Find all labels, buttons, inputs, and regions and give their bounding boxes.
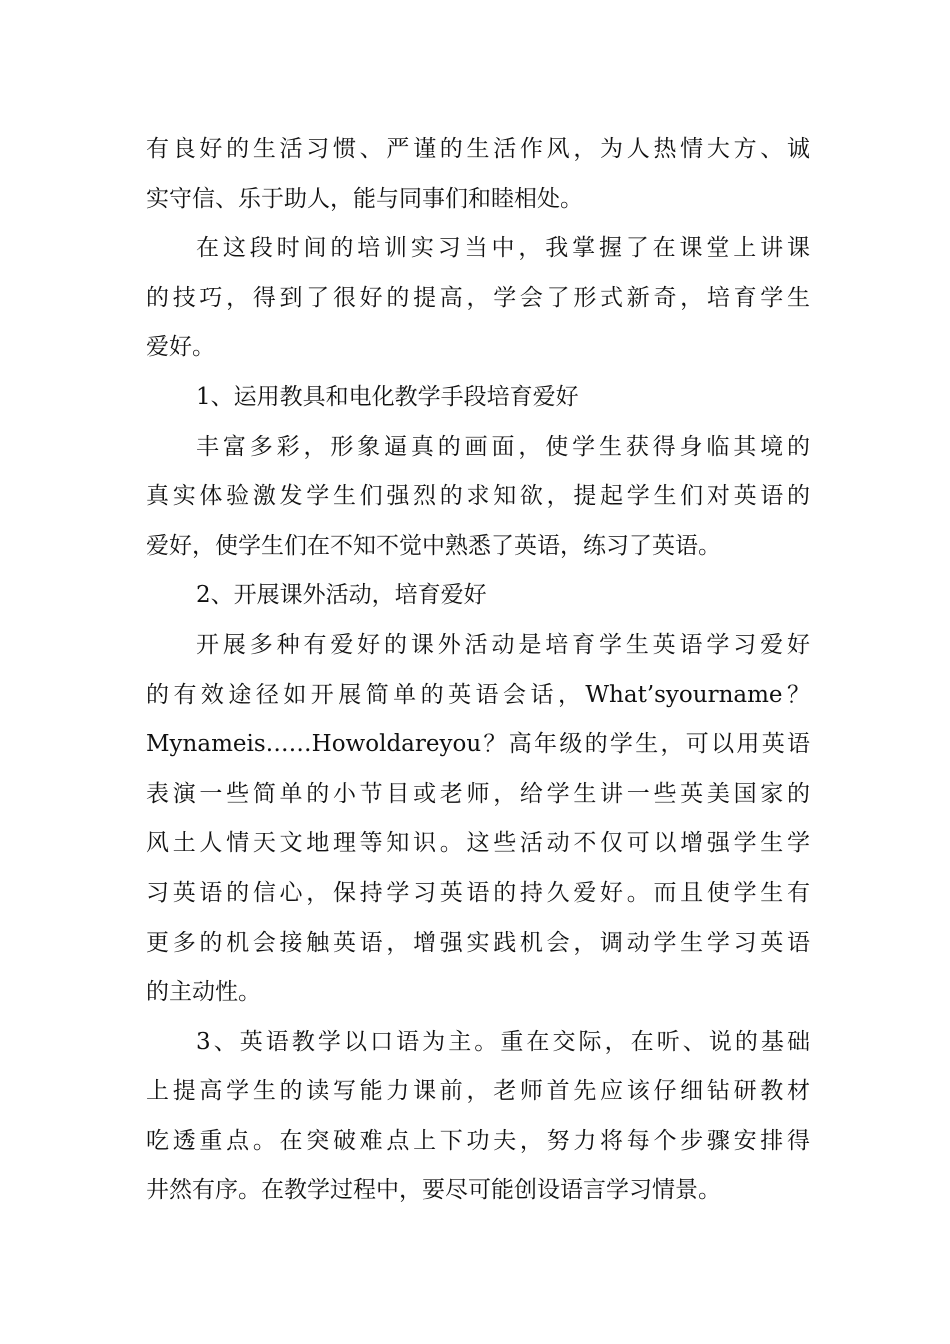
text-line: 丰富多彩，形象逼真的画面，使学生获得身临其境的 <box>196 433 810 460</box>
text-line: Mynameis……Howoldareyou？高年级的学生，可以用英语 <box>146 731 810 758</box>
text-line: 爱好，使学生们在不知不觉中熟悉了英语，练习了英语。 <box>146 532 721 559</box>
text-line: 开展多种有爱好的课外活动是培育学生英语学习爱好 <box>196 631 810 658</box>
text-line: 吃透重点。在突破难点上下功夫，努力将每个步骤安排得 <box>146 1127 810 1154</box>
text-line: 习英语的信心，保持学习英语的持久爱好。而且使学生有 <box>146 879 810 906</box>
text-line: 表演一些简单的小节目或老师，给学生讲一些英美国家的 <box>146 780 810 807</box>
text-line: 井然有序。在教学过程中，要尽可能创设语言学习情景。 <box>146 1177 721 1204</box>
text-line: 2、开展课外活动，培育爱好 <box>196 582 487 609</box>
text-line: 的主动性。 <box>146 979 261 1006</box>
text-line: 更多的机会接触英语，增强实践机会，调动学生学习英语 <box>146 929 810 956</box>
text-line: 实守信、乐于助人，能与同事们和睦相处。 <box>146 185 583 212</box>
text-line: 有良好的生活习惯、严谨的生活作风，为人热情大方、诚 <box>146 136 810 162</box>
text-line: 的技巧，得到了很好的提高，学会了形式新奇，培育学生 <box>146 284 810 311</box>
text-line: 上提高学生的读写能力课前，老师首先应该仔细钻研教材 <box>146 1078 810 1105</box>
text-line: 3、英语教学以口语为主。重在交际，在听、说的基础 <box>196 1028 810 1055</box>
text-line: 真实体验激发学生们强烈的求知欲，提起学生们对英语的 <box>146 483 810 510</box>
text-line: 风土人情天文地理等知识。这些活动不仅可以增强学生学 <box>146 830 810 857</box>
text-line: 的有效途径如开展简单的英语会话，What’syourname？ <box>146 681 810 708</box>
text-line: 爱好。 <box>146 334 215 361</box>
body-text <box>146 125 810 1216</box>
text-line: 在这段时间的培训实习当中，我掌握了在课堂上讲课 <box>196 235 810 262</box>
text-line: 1、运用教具和电化教学手段培育爱好 <box>196 383 579 410</box>
